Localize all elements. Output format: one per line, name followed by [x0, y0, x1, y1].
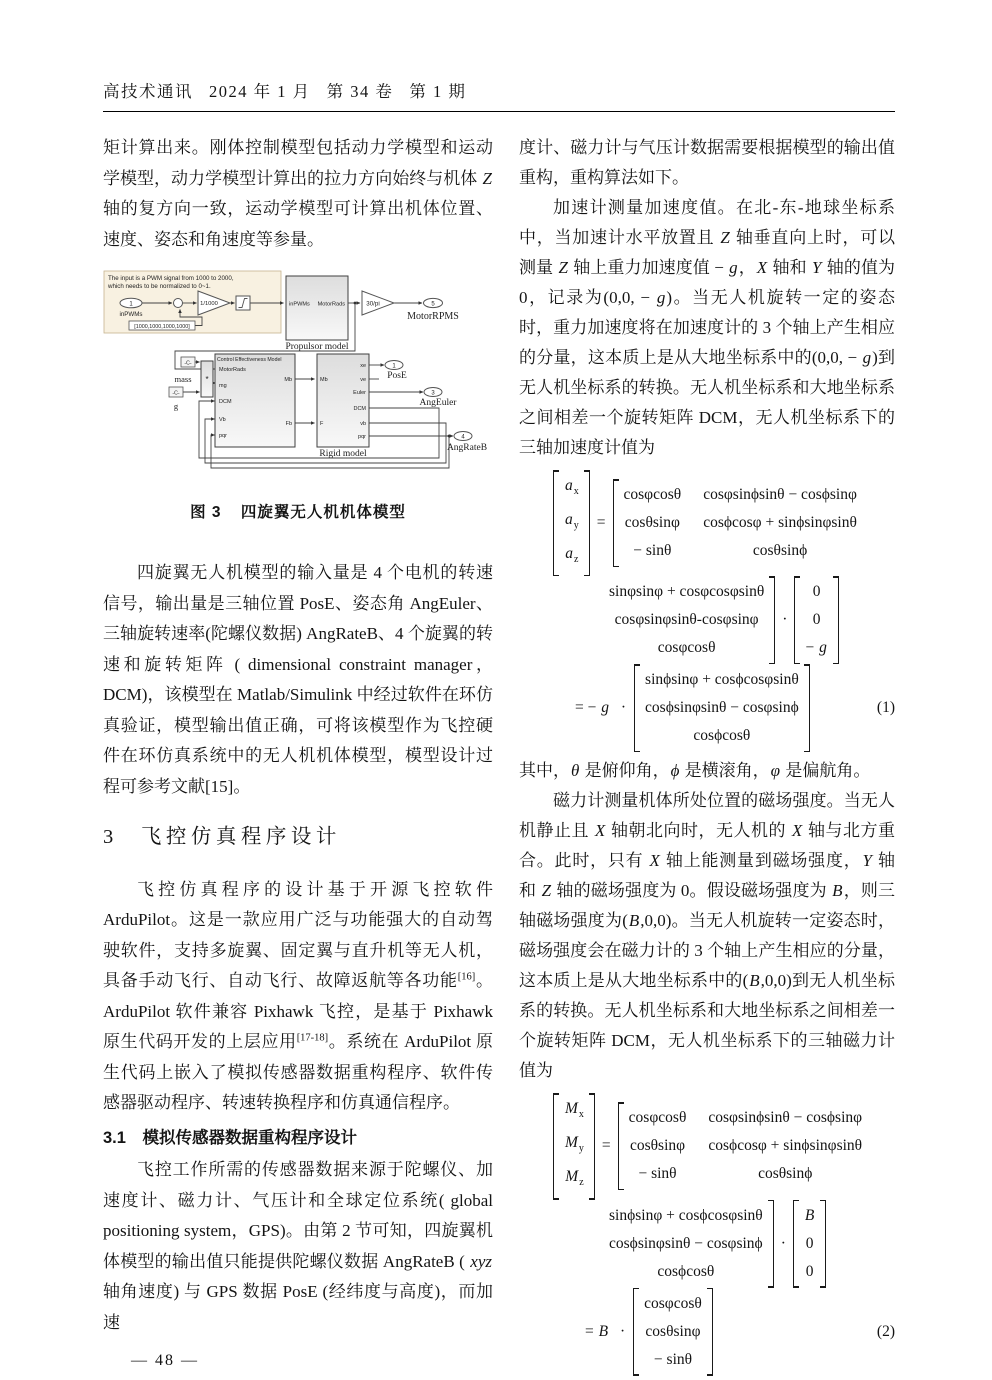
product-symbol: * — [205, 375, 209, 384]
propulsor-model-block — [286, 276, 348, 340]
section-heading-3 — [103, 822, 493, 853]
journal-number: 第 1 期 — [409, 82, 467, 101]
propulsor-in-port: inPWMs — [289, 301, 310, 308]
eq1-lhs-vector: $a_x$ $a_y$ $a_z$ — [553, 470, 590, 576]
cem-out-fb: Fb — [285, 421, 292, 427]
subsection-heading-3-1 — [103, 1123, 493, 1154]
cem-in-vb: Vb — [219, 417, 226, 423]
eq1-gravity-vector: 0 0 − g — [794, 576, 838, 664]
dot-operator: · — [782, 611, 788, 629]
equation-2 — [519, 1093, 895, 1375]
eq2-lhs-vector: $M_x$ $M_y$ $M_z$ — [553, 1093, 595, 1199]
paragraph: 度计、磁力计与气压计数据需要根据模型的输出值重构，重构算法如下。 — [519, 138, 895, 187]
rigid-out-euler: Euler — [353, 390, 366, 396]
sum-block — [174, 299, 183, 308]
eq2-result-vector: cosφcosθ cosθsinφ − sinθ — [633, 1288, 713, 1376]
cem-label: Control Effectiveness Model — [217, 357, 282, 363]
pose-outport-label: PosE — [387, 371, 407, 381]
eq1-dcm-matrix: cosφcosθ cosθsinφ − sinθ cosφsinϕsinθ − cosϕsinφ cosϕcosφ + sinϕsinφsinθ cosθsinϕ — [613, 479, 857, 567]
section-title: 飞控仿真程序设计 — [140, 826, 341, 848]
cem-in-pqr: pqr — [219, 433, 227, 439]
angrateb-outport-number: 4 — [461, 434, 465, 441]
eq1-matrix-col3: sinφsinφ + cosφcosφsinθ cosφsinφsinθ-cosφsinφ cosφcosθ — [609, 576, 775, 664]
left-column — [103, 133, 493, 1380]
eq1-result-vector: sinϕsinφ + cosϕcosφsinθ cosϕsinφsinθ − cosφsinϕ cosϕcosθ — [634, 664, 810, 752]
mass-label: mass — [174, 374, 192, 384]
annotation-line1: The input is a PWM signal from 1000 to 2000, — [108, 275, 234, 282]
paragraph: 飞控仿真程序的设计基于开源飞控软件 ArduPilot。这是一款应用广泛与功能强大的自动驾驶软件，支持多旋翼、固定翼与直升机等无人机，具备手动飞行、自动飞行、故障返航等各功能[16]。ArduPilot 软件兼容 Pixhawk 飞控，是基于 Pixhawk 原生代码开发的上层应用[17-18]。系统在 ArduPilot 原生代码上嵌入了模拟传感器数据重构程序、软件传感器驱动程序、转速转换程序和仿真通信程序。 — [103, 879, 494, 1112]
gain1-value: 1/1000 — [200, 301, 218, 307]
rigid-in-mb: Mb — [320, 377, 328, 383]
header-rule — [103, 111, 895, 112]
annotation-line2: which needs to be normalized to 0~1. — [108, 283, 211, 290]
rigid-in-f: F — [320, 421, 324, 427]
rigid-out-pqr: pqr — [358, 434, 366, 440]
rpm-outport-label: MotorRPMS — [407, 311, 459, 322]
paragraph: 四旋翼无人机模型的输入量是 4 个电机的转速信号，输出量是三轴位置 PosE、姿态角 AngEuler、三轴旋转速率(陀螺仪数据) AngRateB、4 个旋翼的转速和旋转矩阵 ( dimensional constraint manager，DCM)，该模型在 Matlab/Simulink 中经过软件在环仿真验证，模型输出值正确，可将该模型作为飞控硬件在环仿真系统中的无人机机体模型，模型设计过程可参考文献[15]。 — [103, 563, 493, 796]
g-constant-value: -C- — [172, 390, 180, 397]
gain2-value: 30/pi — [366, 300, 380, 308]
cem-in-motorrads: MotorRads — [219, 367, 246, 373]
equals-sign: = — [601, 1137, 611, 1155]
paragraph: 磁力计测量机体所处位置的磁场强度。当无人机静止且 X 轴朝北向时，无人机的 X 轴与北方重合。此时，只有 X 轴上能测量到磁场强度，Y 轴和 Z 轴的磁场强度为 0。假设磁场强度为 B，则三轴磁场强度为(B,0,0)。当无人机旋转一定姿态时，磁场强度会在磁力计的 3 个轴上产生相应的分量，这本质上是从大地坐标系中的(B,0,0)到无人机坐标系的转换。无人机坐标系和大地坐标系之间相差一个旋转矩阵 DCM，无人机坐标系下的三轴磁力计值为 — [519, 791, 896, 1081]
subsection-title: 模拟传感器数据重构程序设计 — [142, 1128, 358, 1147]
paragraph: 加速计测量加速度值。在北-东-地球坐标系中，当加速计水平放置且 Z 轴垂直向上时，可以测量 Z 轴上重力加速度值 − g，X 轴和 Y 轴的值为 0，记录为(0,0, − g)。当无人机旋转一定的姿态时，重力加速度将在加速度计的 3 个轴上产生相应的分量，这本质上是从大地坐标系中的(0,0, − g)到无人机坐标系的转换。无人机坐标系和大地坐标系之间相差一个旋转矩阵 DCM，无人机坐标系下的三轴加速度计值为 — [519, 198, 896, 457]
figure-caption-title: 四旋翼无人机机体模型 — [240, 503, 406, 521]
angrateb-outport-label: AngRateB — [446, 443, 488, 453]
mass-constant-value: -C- — [184, 360, 192, 367]
eq1-rhs-prefix: = − g · — [575, 699, 627, 717]
eq2-matrix-col3: sinϕsinφ + cosϕcosφsinθ cosϕsinφsinθ − cosφsinϕ cosϕcosθ — [609, 1200, 774, 1288]
paragraph: 其中，θ 是俯仰角，ϕ 是横滚角，φ 是偏航角。 — [519, 761, 871, 781]
equation-1 — [519, 470, 895, 752]
journal-volume: 第 34 卷 — [326, 82, 394, 101]
journal-issue: 2024 年 1 月 — [209, 82, 311, 101]
angeuler-outport-label: AngEuler — [419, 398, 457, 408]
propulsor-label: Propulsor model — [285, 342, 349, 352]
rigid-out-xe: xe — [360, 363, 366, 369]
equation-number: (2) — [876, 1322, 895, 1340]
journal-title: 高技术通讯 — [103, 82, 193, 101]
figure-3 — [103, 265, 493, 528]
angeuler-outport-number: 3 — [431, 390, 435, 397]
rigid-out-vb: vb — [360, 421, 366, 427]
inport-label: inPWMs — [119, 311, 143, 318]
constant-value: [1000,1000,1000,1000] — [134, 323, 190, 330]
dot-operator: · — [780, 1234, 786, 1252]
page-number: — 48 — — [131, 1352, 199, 1369]
rigid-out-dcm: DCM — [353, 406, 366, 412]
section-number: 3 — [103, 826, 114, 848]
rigid-out-ve: ve — [360, 377, 366, 383]
cem-in-mg: mg — [219, 383, 227, 389]
journal-header — [103, 78, 895, 102]
figure-caption — [103, 498, 493, 529]
eq2-rhs-prefix: = B · — [585, 1322, 626, 1340]
figure-caption-label: 图 3 — [190, 503, 222, 521]
rigid-label: Rigid model — [319, 449, 367, 459]
cem-out-mb: Mb — [284, 377, 292, 383]
eq2-dcm-matrix: cosφcosθ cosθsinφ − sinθ cosφsinϕsinθ − cosϕsinφ cosϕcosφ + sinϕsinφsinθ cosθsinϕ — [618, 1102, 862, 1190]
pose-outport-number: 1 — [392, 363, 396, 370]
inport-number: 1 — [129, 301, 133, 308]
paragraph: 飞控工作所需的传感器数据来源于陀螺仪、加速度计、磁力计、气压计和全球定位系统( global positioning system，GPS)。由第 2 节可知，四旋翼机体模型的输出值只能提供陀螺仪数据 AngRateB ( xyz 轴角速度) 与 GPS 数据 PosE (经纬度与高度)，而加速 — [103, 1160, 493, 1332]
rpm-outport-number: 5 — [431, 301, 435, 308]
equals-sign: = — [596, 514, 606, 532]
paragraph: 矩计算出来。刚体控制模型包括动力学模型和运动学模型，动力学模型计算出的拉力方向始终与机体 Z 轴的复方向一致，运动学模型可计算出机体位置、速度、姿态和角速度等参量。 — [103, 138, 493, 249]
right-column — [519, 133, 895, 1380]
equation-number: (1) — [876, 699, 895, 717]
eq2-field-vector: B 0 0 — [793, 1200, 826, 1288]
propulsor-out-port: MotorRads — [317, 301, 345, 308]
subsection-number: 3.1 — [103, 1128, 126, 1147]
cem-in-dcm: DCM — [219, 399, 232, 405]
simulink-diagram — [103, 265, 493, 477]
g-label: g — [173, 401, 179, 411]
